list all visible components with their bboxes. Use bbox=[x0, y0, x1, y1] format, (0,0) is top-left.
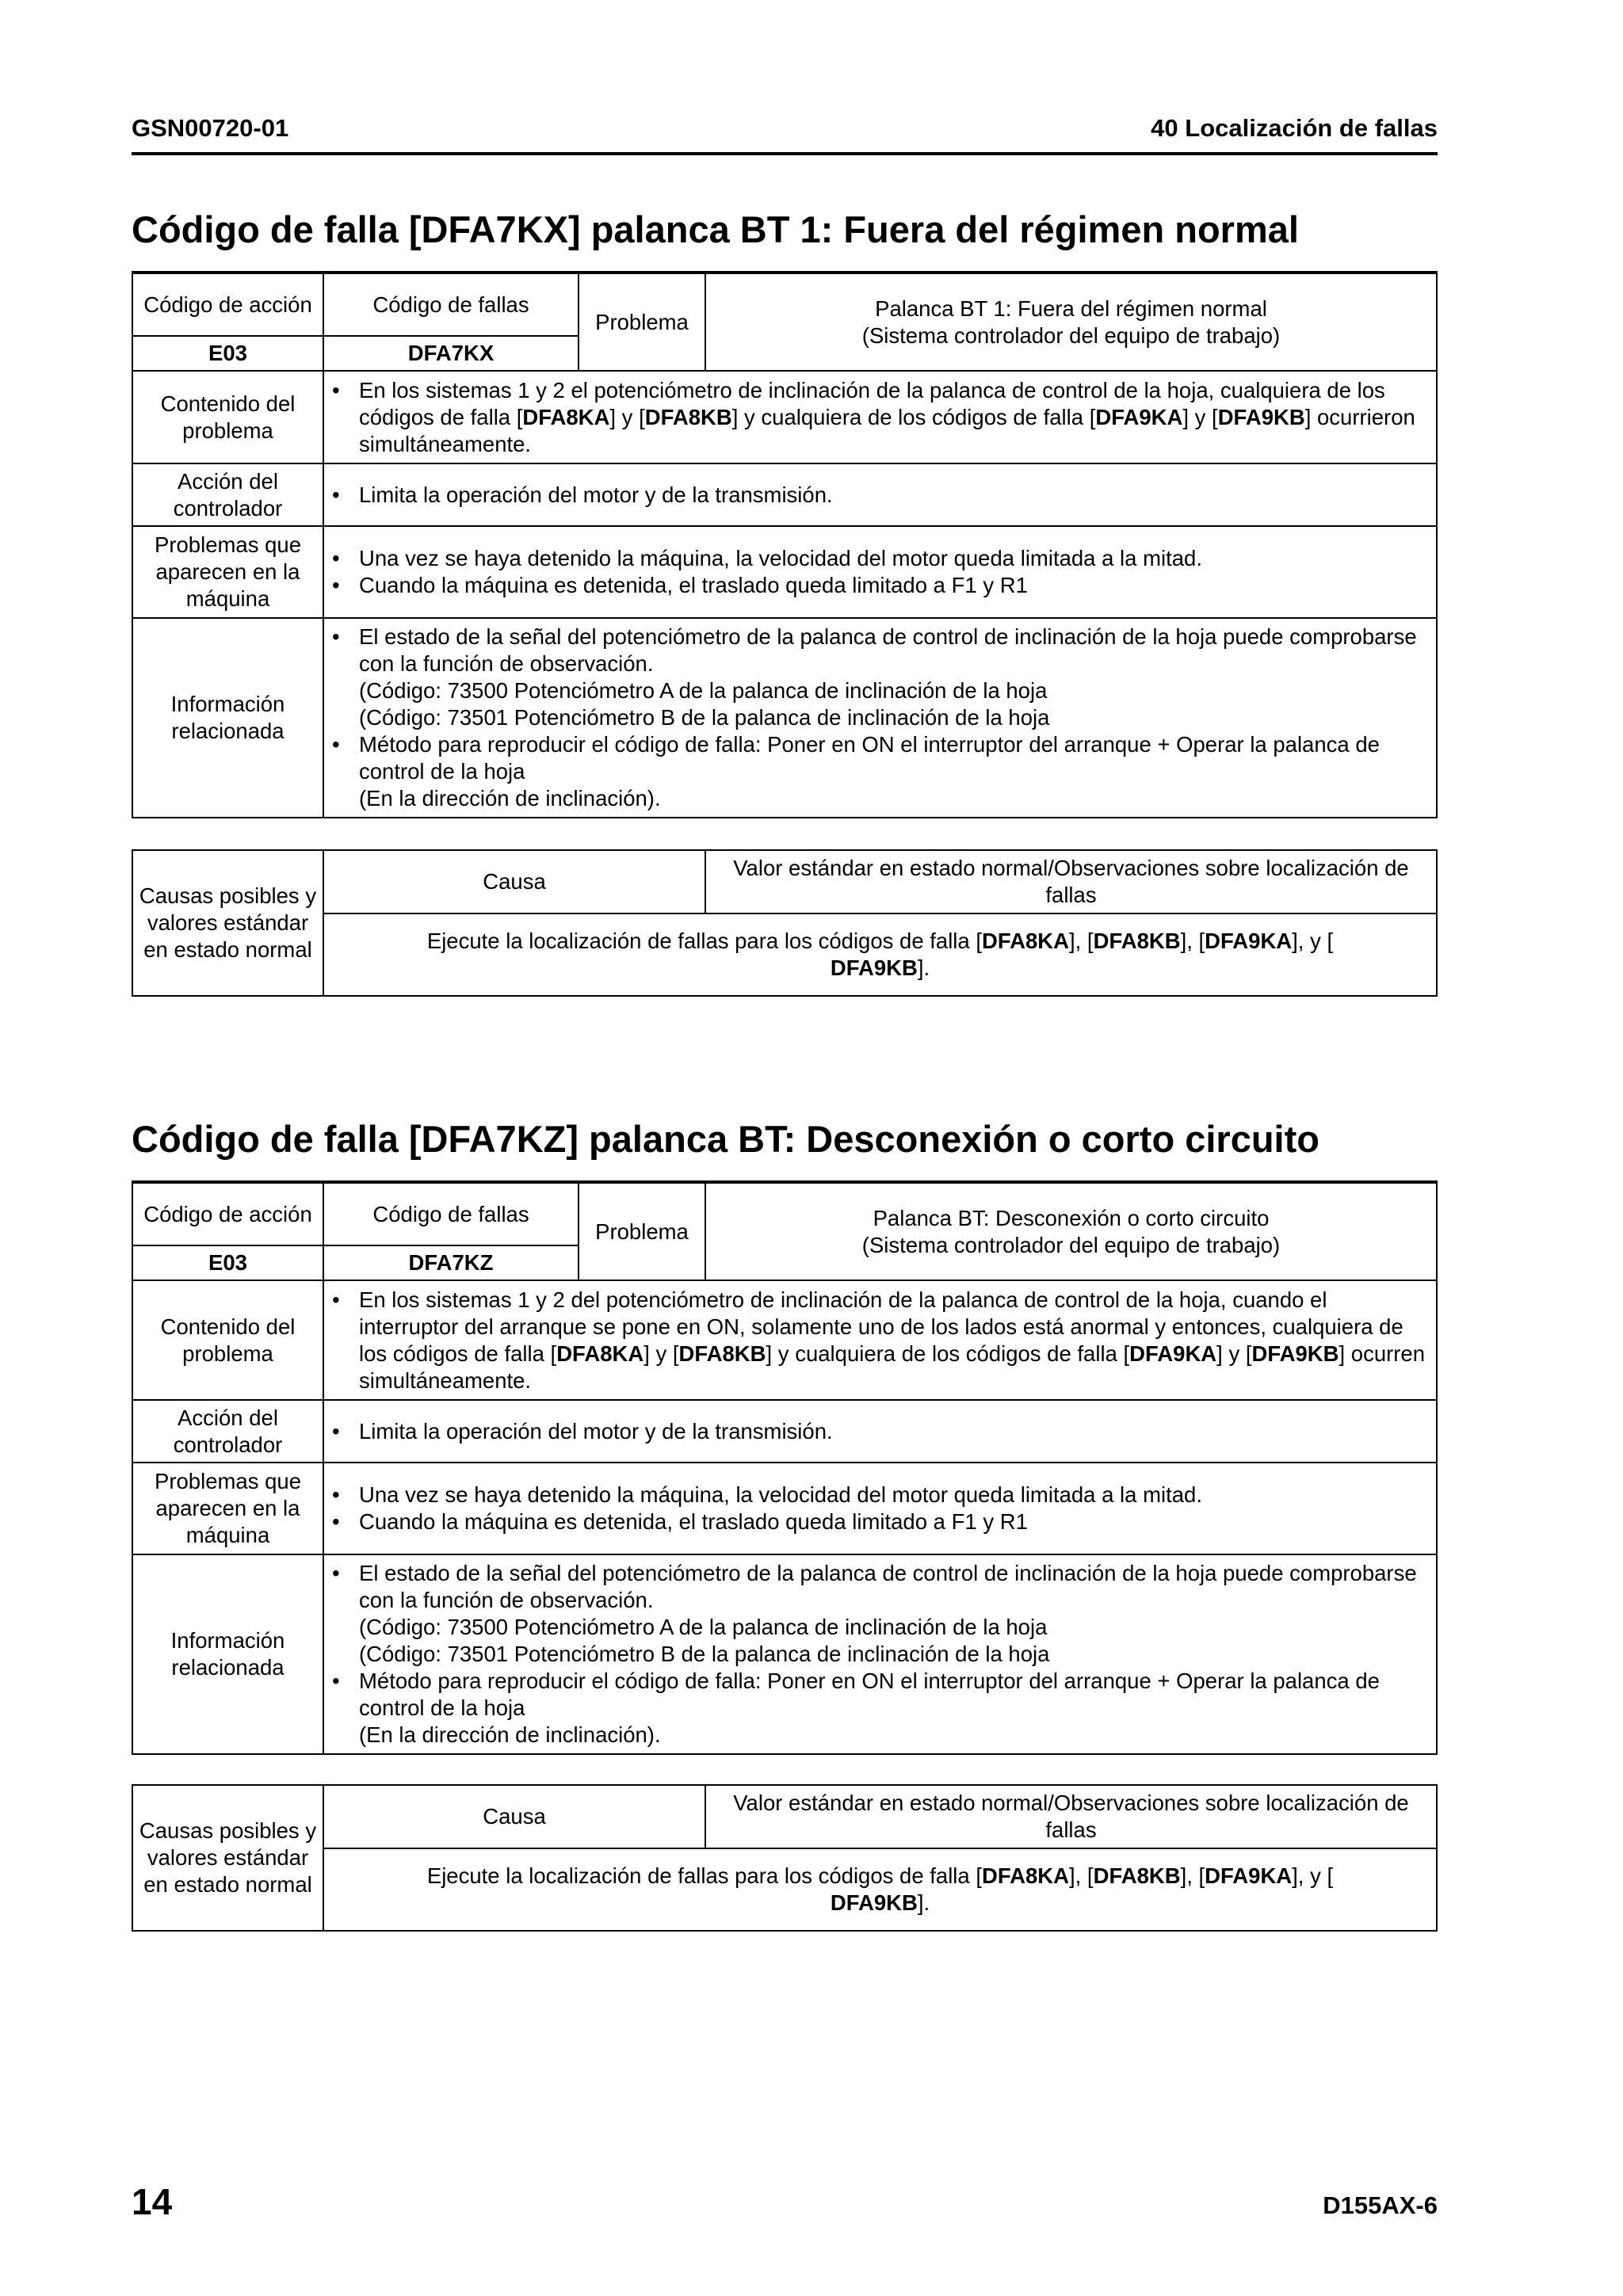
list-item: • En los sistemas 1 y 2 el potenciómetro de inclinación de la palanca de control de la hoja, cualquiera de los códigos de falla [DFA8KA] y [DFA8KB] y cualquiera de los códigos de falla [DFA9KA] y [DFA9KB] ocurrieron simultáneamente. bbox=[332, 377, 1430, 458]
fault-code-label: Código de fallas bbox=[323, 273, 579, 336]
problem-label: Problema bbox=[579, 273, 705, 371]
controller-action-label: Acción del controlador bbox=[132, 463, 323, 526]
problem-content bbox=[323, 1280, 1437, 1400]
controller-action-label: Acción del controlador bbox=[132, 1400, 323, 1463]
cause-instruction: Ejecute la localización de fallas para los códigos de falla [DFA8KA], [DFA8KB], [DFA9KA], y [ DFA9KB]. bbox=[323, 1848, 1437, 1931]
list-item: • Limita la operación del motor y de la transmisión. bbox=[332, 1418, 1430, 1445]
model-code: D155AX-6 bbox=[1323, 2191, 1438, 2219]
related-info-label: Información relacionada bbox=[132, 1554, 323, 1754]
machine-problems-label: Problemas que aparecen en la máquina bbox=[132, 1463, 323, 1554]
list-item: • Limita la operación del motor y de la transmisión. bbox=[332, 482, 1430, 509]
list-item: • El estado de la señal del potenciómetro de la palanca de control de inclinación de la hoja puede comprobarse con la función de observación. (Código: 73500 Potenciómetro A de la palanca de inclinación de la hoja (Código: 73501 Potenciómetro B de la palanca de inclinación de la hoja bbox=[332, 624, 1430, 731]
controller-action bbox=[323, 1400, 1437, 1463]
cause-column-header: Causa bbox=[323, 1785, 705, 1848]
section-title: 40 Localización de fallas bbox=[1151, 114, 1438, 142]
list-item: • Una vez se haya detenido la máquina, la velocidad del motor queda limitada a la mitad. bbox=[332, 1482, 1430, 1508]
doc-code: GSN00720-01 bbox=[132, 114, 289, 142]
problem-content bbox=[323, 371, 1437, 463]
fault-code-value: DFA7KZ bbox=[323, 1245, 579, 1280]
causes-label: Causas posibles y valores estándar en estado normal bbox=[132, 1785, 323, 1931]
related-info-label: Información relacionada bbox=[132, 618, 323, 818]
list-item: • El estado de la señal del potenciómetro de la palanca de control de inclinación de la hoja puede comprobarse con la función de observación. (Código: 73500 Potenciómetro A de la palanca de inclinación de la hoja (Código: 73501 Potenciómetro B de la palanca de inclinación de la hoja bbox=[332, 1560, 1430, 1668]
fault-title-dfa7kx: Código de falla [DFA7KX] palanca BT 1: Fuera del régimen normal bbox=[132, 208, 1299, 250]
related-info bbox=[323, 1554, 1437, 1754]
causes-table-dfa7kz bbox=[132, 1784, 1438, 1932]
list-item: • En los sistemas 1 y 2 del potenciómetro de inclinación de la palanca de control de la hoja, cuando el interruptor del arranque se pone en ON, solamente uno de los lados está anormal y entonces, cualquiera de los códigos de falla [DFA8KA] y [DFA8KB] y cualquiera de los códigos de falla [DFA9KA] y [DFA9KB] ocurren simultáneamente. bbox=[332, 1287, 1430, 1394]
fault-code-label: Código de fallas bbox=[323, 1182, 579, 1245]
related-info bbox=[323, 618, 1437, 818]
list-item: • Una vez se haya detenido la máquina, la velocidad del motor queda limitada a la mitad. bbox=[332, 545, 1430, 572]
action-code-value: E03 bbox=[132, 336, 323, 371]
problem-label: Problema bbox=[579, 1182, 705, 1280]
list-item: • Método para reproducir el código de falla: Poner en ON el interruptor del arranque + Operar la palanca de control de la hoja (En la dirección de inclinación). bbox=[332, 1668, 1430, 1749]
fault-info-table-dfa7kx bbox=[132, 271, 1438, 818]
standard-value-column-header: Valor estándar en estado normal/Observaciones sobre localización de fallas bbox=[705, 1785, 1437, 1848]
standard-value-column-header: Valor estándar en estado normal/Observaciones sobre localización de fallas bbox=[705, 850, 1437, 913]
action-code-label: Código de acción bbox=[132, 273, 323, 336]
problem-description: Palanca BT 1: Fuera del régimen normal (Sistema controlador del equipo de trabajo) bbox=[705, 273, 1437, 371]
controller-action bbox=[323, 463, 1437, 526]
page-number: 14 bbox=[132, 2181, 173, 2222]
fault-info-table-dfa7kz bbox=[132, 1180, 1438, 1755]
list-item: • Método para reproducir el código de falla: Poner en ON el interruptor del arranque + Operar la palanca de control de la hoja (En la dirección de inclinación). bbox=[332, 731, 1430, 812]
fault-code-value: DFA7KX bbox=[323, 336, 579, 371]
fault-title-dfa7kz: Código de falla [DFA7KZ] palanca BT: Desconexión o corto circuito bbox=[132, 1118, 1319, 1160]
list-item: • Cuando la máquina es detenida, el traslado queda limitado a F1 y R1 bbox=[332, 1508, 1430, 1535]
cause-column-header: Causa bbox=[323, 850, 705, 913]
cause-instruction: Ejecute la localización de fallas para los códigos de falla [DFA8KA], [DFA8KB], [DFA9KA], y [ DFA9KB]. bbox=[323, 913, 1437, 996]
causes-label: Causas posibles y valores estándar en estado normal bbox=[132, 850, 323, 996]
problem-content-label: Contenido del problema bbox=[132, 1280, 323, 1400]
machine-problems bbox=[323, 526, 1437, 618]
problem-description: Palanca BT: Desconexión o corto circuito (Sistema controlador del equipo de trabajo) bbox=[705, 1182, 1437, 1280]
problem-content-label: Contenido del problema bbox=[132, 371, 323, 463]
list-item: • Cuando la máquina es detenida, el traslado queda limitado a F1 y R1 bbox=[332, 572, 1430, 599]
action-code-label: Código de acción bbox=[132, 1182, 323, 1245]
action-code-value: E03 bbox=[132, 1245, 323, 1280]
page-header bbox=[132, 113, 1438, 155]
machine-problems-label: Problemas que aparecen en la máquina bbox=[132, 526, 323, 618]
causes-table-dfa7kx bbox=[132, 849, 1438, 997]
machine-problems bbox=[323, 1463, 1437, 1554]
